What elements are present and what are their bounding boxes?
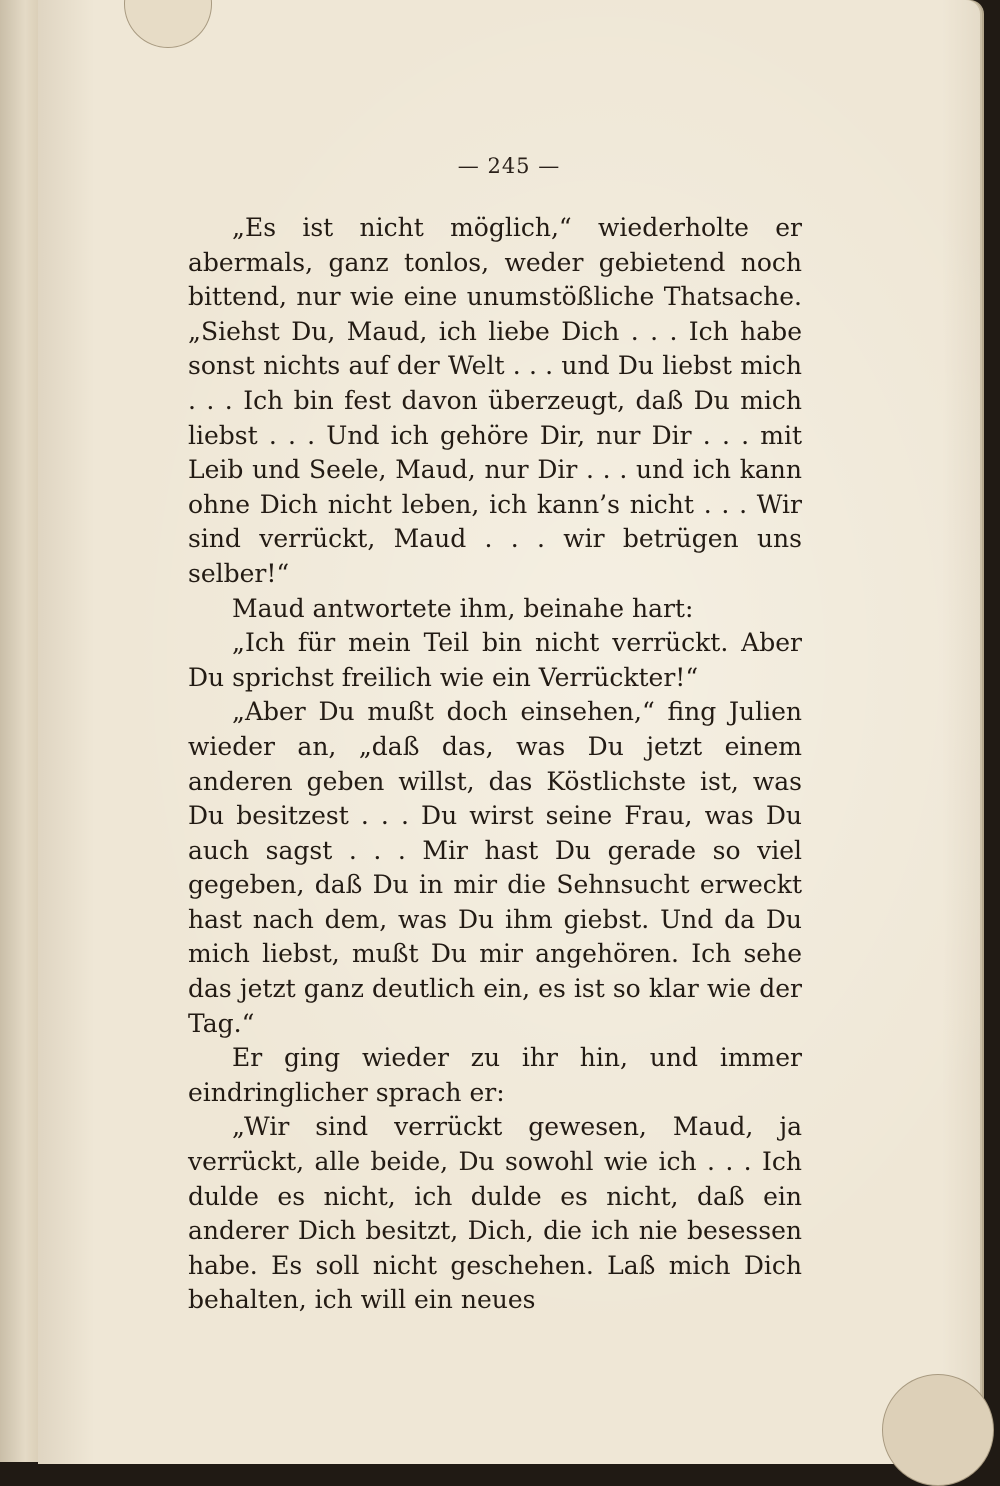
paragraph: „Aber Du mußt doch einsehen,“ fing Julien wieder an, „daß das, was Du jetzt einem anderen geben willst, das Köstlichste ist, was Du besitzest . . . Du wirst seine Frau, was Du auch sagst . . . Mir hast Du gerade so viel gegeben, daß Du in mir die Sehnsucht erweckt hast nach dem, was Du ihm giebst. Und da Du mich liebst, mußt Du mir angehören. Ich sehe das jetzt ganz deutlich ein, es ist so klar wie der Tag.“ (188, 697, 802, 1038)
previous-page-edge (0, 0, 43, 1462)
paragraph: Maud antwortete ihm, beinahe hart: (232, 593, 694, 623)
page-number: — 245 — (457, 154, 561, 178)
paragraph: „Ich für mein Teil bin nicht verrückt. Aber Du sprichst freilich wie ein Verrückter!“ (188, 628, 802, 692)
paragraph: „Es ist nicht möglich,“ wiederholte er abermals, ganz tonlos, weder gebietend noch bittend, nur wie eine unumstößliche Thatsache. „Siehst Du, Maud, ich liebe Dich . . . Ich habe sonst nichts auf der Welt . . . und Du liebst mich . . . Ich bin fest davon überzeugt, daß Du mich liebst . . . Und ich gehöre Dir, nur Dir . . . mit Leib und Seele, Maud, nur Dir . . . und ich kann ohne Dich nicht leben, ich kann’s nicht . . . Wir sind verrückt, Maud . . . wir betrügen uns selber!“ (188, 213, 802, 588)
page-corner-curl-bottom (882, 1374, 994, 1486)
paragraph: Er ging wieder zu ihr hin, und immer eindringlicher sprach er: (188, 1043, 802, 1107)
body-text (188, 211, 802, 1318)
book-page (38, 0, 980, 1464)
page-corner-curl-top (124, 0, 212, 48)
paragraph: „Wir sind verrückt gewesen, Maud, ja verrückt, alle beide, Du sowohl wie ich . . . Ich dulde es nicht, ich dulde es nicht, daß ein anderer Dich besitzt, Dich, die ich nie besessen habe. Es soll nicht geschehen. Laß mich Dich behalten, ich will ein neues (188, 1112, 802, 1315)
